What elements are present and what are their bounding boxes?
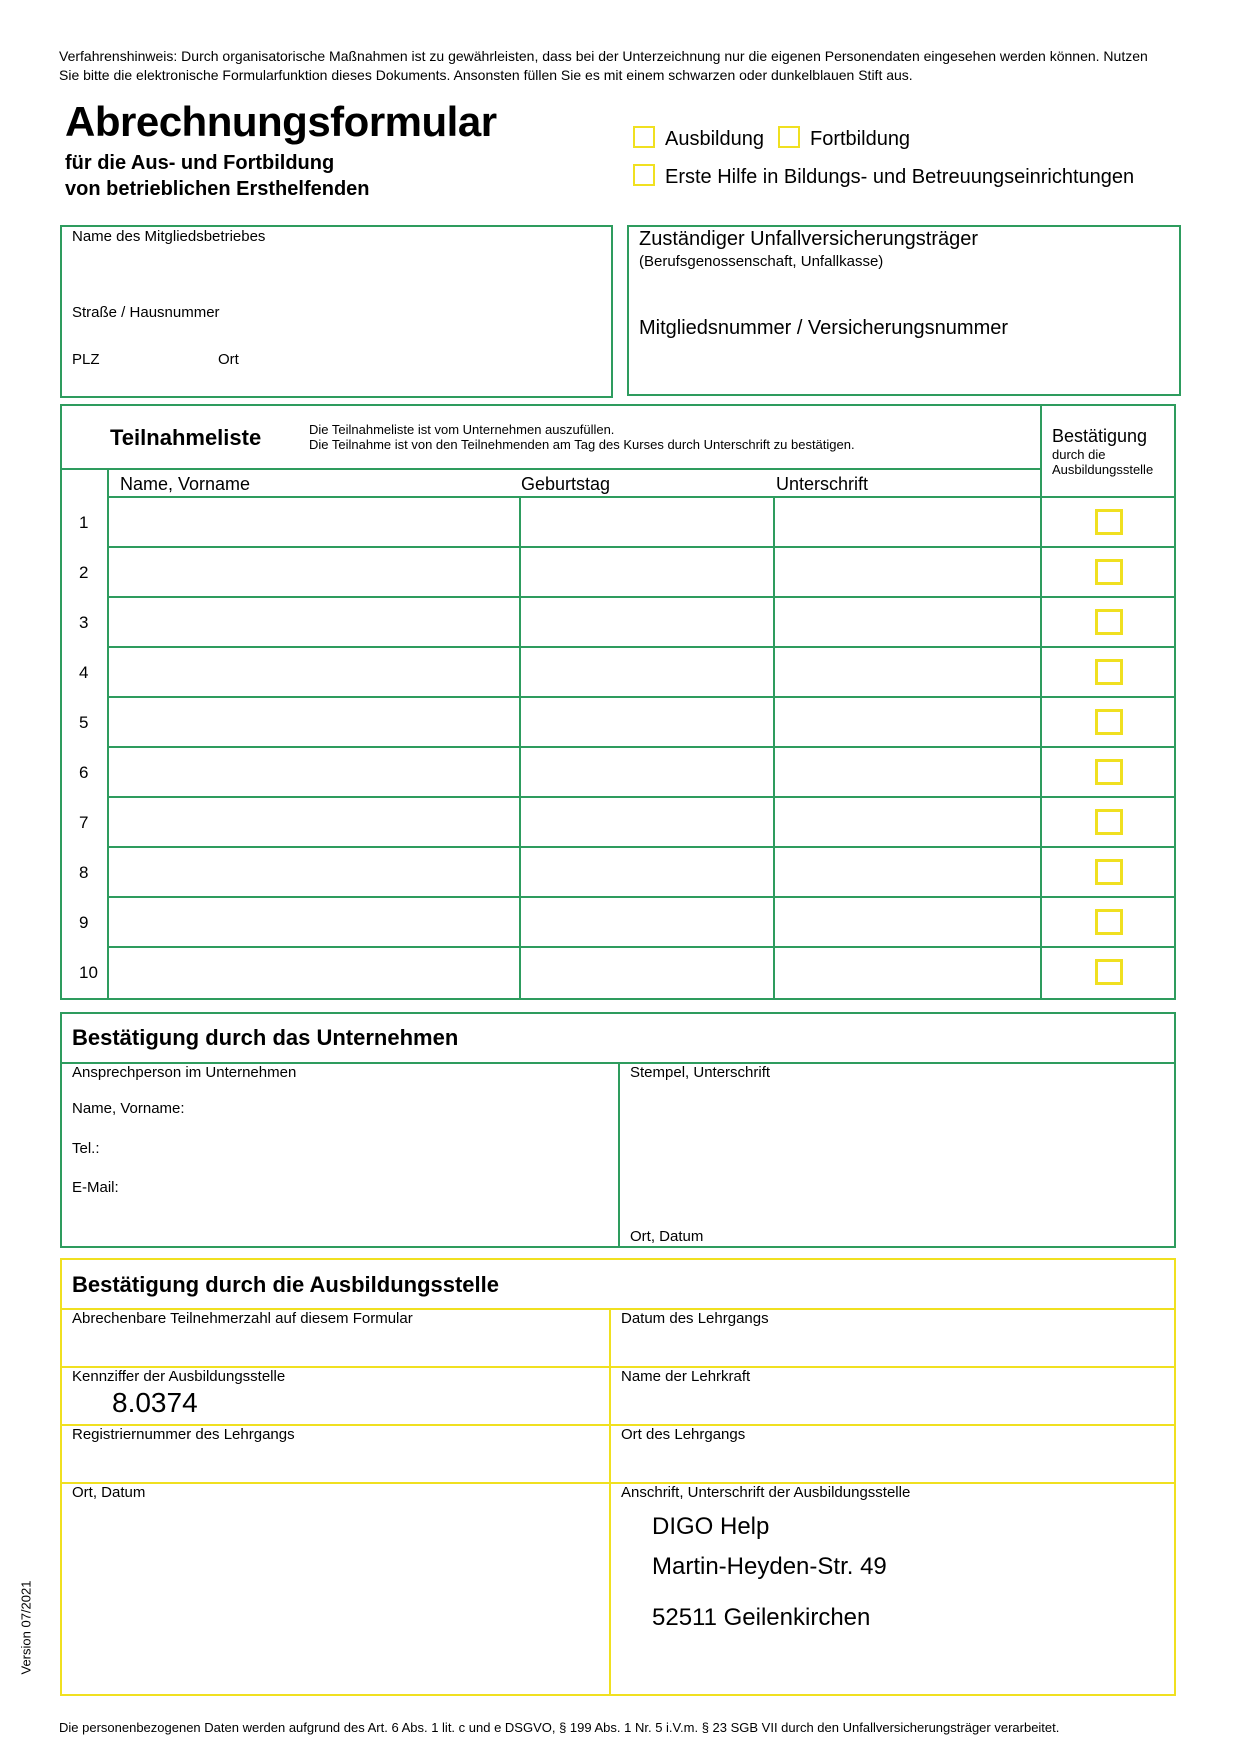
company-place-date-label: Ort, Datum bbox=[630, 1228, 704, 1245]
contact-tel-label: Tel.: bbox=[72, 1140, 100, 1157]
registration-number-label: Registriernummer des Lehrgangs bbox=[72, 1426, 295, 1443]
participants-note-1: Die Teilnahmeliste ist vom Unternehmen auszufüllen. bbox=[309, 422, 615, 437]
row-number: 8 bbox=[79, 863, 89, 882]
erste-hilfe-label: Erste Hilfe in Bildungs- und Betreuungseinrichtungen bbox=[665, 166, 1135, 188]
participant-count-label: Abrechenbare Teilnehmerzahl auf diesem Formular bbox=[72, 1310, 413, 1327]
ausbildung-checkbox[interactable] bbox=[633, 126, 655, 148]
address-line-1: DIGO Help bbox=[652, 1513, 770, 1540]
participants-note-2: Die Teilnahme ist von den Teilnehmenden am Tag des Kurses durch Unterschrift zu bestätigen. bbox=[309, 437, 855, 452]
teacher-name-label: Name der Lehrkraft bbox=[621, 1368, 751, 1385]
notice-line-2: Sie bitte die elektronische Formularfunktion dieses Dokuments. Ansonsten füllen Sie es mit einem schwarzen oder dunkelblauen Stift aus. bbox=[59, 67, 913, 83]
course-place-label: Ort des Lehrgangs bbox=[621, 1426, 746, 1443]
insurer-title: Zuständiger Unfallversicherungsträger bbox=[639, 228, 979, 250]
subtitle-line-2: von betrieblichen Ersthelfenden bbox=[65, 178, 370, 200]
row-confirm-checkbox[interactable] bbox=[1095, 509, 1123, 535]
ort-label: Ort bbox=[218, 351, 239, 368]
address-line-3: 52511 Geilenkirchen bbox=[652, 1604, 871, 1631]
address-line-2: Martin-Heyden-Str. 49 bbox=[652, 1553, 887, 1580]
contact-label: Ansprechperson im Unternehmen bbox=[72, 1064, 297, 1081]
row-number: 5 bbox=[79, 713, 89, 732]
stamp-signature-label: Stempel, Unterschrift bbox=[630, 1064, 771, 1081]
training-code-label: Kennziffer der Ausbildungsstelle bbox=[72, 1368, 286, 1385]
row-number: 4 bbox=[79, 663, 89, 682]
street-label: Straße / Hausnummer bbox=[72, 304, 220, 321]
training-confirmation-title: Bestätigung durch die Ausbildungsstelle bbox=[72, 1272, 500, 1297]
procedure-notice bbox=[59, 47, 1179, 85]
training-place-date-label: Ort, Datum bbox=[72, 1484, 146, 1501]
row-number: 6 bbox=[79, 763, 89, 782]
privacy-footer: Die personenbezogenen Daten werden aufgrund des Art. 6 Abs. 1 lit. c und e DSGVO, § 199 Abs. 1 Nr. 5 i.V.m. § 23 SGB VII durch den Unfallversicherungsträger verarbeitet. bbox=[59, 1720, 1060, 1735]
company-name-label: Name des Mitgliedsbetriebes bbox=[72, 228, 266, 245]
confirm-column-title: Bestätigung bbox=[1052, 426, 1148, 446]
row-confirm-checkbox[interactable] bbox=[1095, 859, 1123, 885]
version-label: Version 07/2021 bbox=[18, 1580, 34, 1675]
row-number: 10 bbox=[79, 963, 98, 982]
training-code-value: 8.0374 bbox=[112, 1387, 198, 1418]
contact-email-label: E-Mail: bbox=[72, 1179, 119, 1196]
row-number: 7 bbox=[79, 813, 89, 832]
erste-hilfe-checkbox[interactable] bbox=[633, 164, 655, 186]
course-date-label: Datum des Lehrgangs bbox=[621, 1310, 769, 1327]
column-birthday-header: Geburtstag bbox=[521, 474, 611, 494]
row-confirm-checkbox[interactable] bbox=[1095, 609, 1123, 635]
page-title: Abrechnungsformular bbox=[65, 98, 497, 145]
row-number: 1 bbox=[79, 513, 89, 532]
row-confirm-checkbox[interactable] bbox=[1095, 759, 1123, 785]
company-confirmation-title: Bestätigung durch das Unternehmen bbox=[72, 1025, 459, 1050]
fortbildung-label: Fortbildung bbox=[810, 128, 911, 150]
fortbildung-checkbox[interactable] bbox=[778, 126, 800, 148]
participants-title: Teilnahmeliste bbox=[110, 425, 262, 450]
row-number: 3 bbox=[79, 613, 89, 632]
row-confirm-checkbox[interactable] bbox=[1095, 959, 1123, 985]
row-confirm-checkbox[interactable] bbox=[1095, 709, 1123, 735]
row-number: 2 bbox=[79, 563, 89, 582]
participants-note bbox=[309, 422, 855, 452]
column-signature-header: Unterschrift bbox=[776, 474, 869, 494]
row-confirm-checkbox[interactable] bbox=[1095, 909, 1123, 935]
notice-line-1: Verfahrenshinweis: Durch organisatorische Maßnahmen ist zu gewährleisten, dass bei der Unterzeichnung nur die eigenen Personendaten eingesehen werden können. Nutzen bbox=[59, 48, 1148, 64]
confirm-column-sub bbox=[1052, 447, 1153, 477]
row-confirm-checkbox[interactable] bbox=[1095, 559, 1123, 585]
column-name-header: Name, Vorname bbox=[120, 474, 251, 494]
address-signature-label: Anschrift, Unterschrift der Ausbildungsstelle bbox=[621, 1484, 911, 1501]
ausbildung-label: Ausbildung bbox=[665, 128, 764, 150]
row-confirm-checkbox[interactable] bbox=[1095, 659, 1123, 685]
row-number: 9 bbox=[79, 913, 89, 932]
member-number-label: Mitgliedsnummer / Versicherungsnummer bbox=[639, 317, 1009, 339]
subtitle-line-1: für die Aus- und Fortbildung bbox=[65, 152, 335, 174]
row-confirm-checkbox[interactable] bbox=[1095, 809, 1123, 835]
contact-name-label: Name, Vorname: bbox=[72, 1100, 185, 1117]
insurer-subtitle: (Berufsgenossenschaft, Unfallkasse) bbox=[639, 253, 884, 270]
confirm-column-sub-1: durch die bbox=[1052, 447, 1106, 462]
plz-label: PLZ bbox=[72, 351, 100, 368]
page-subtitle bbox=[65, 150, 370, 202]
confirm-column-sub-2: Ausbildungsstelle bbox=[1052, 462, 1154, 477]
